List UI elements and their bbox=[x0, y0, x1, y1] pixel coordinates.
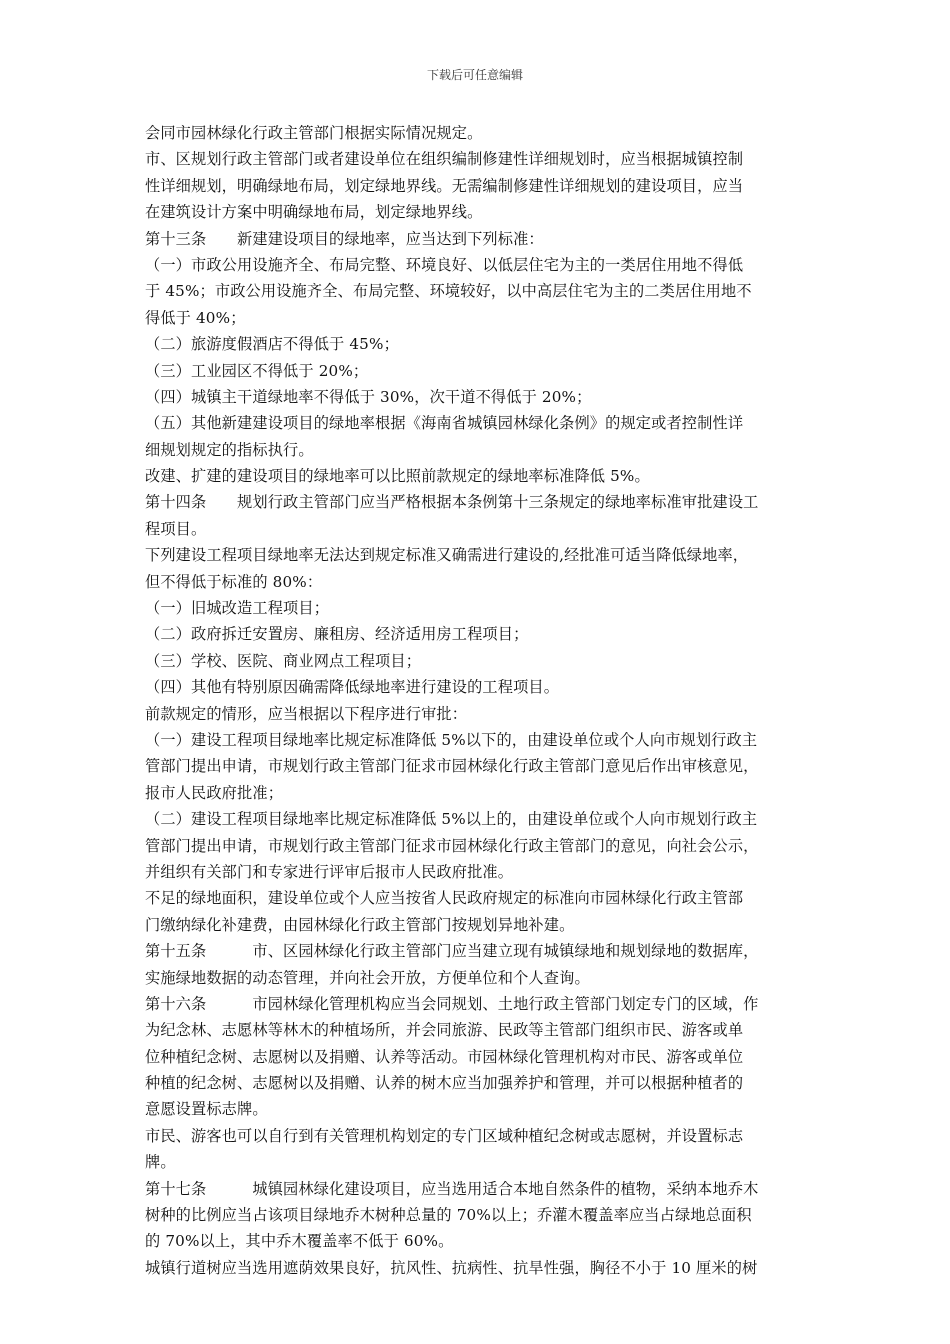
text-line: 种植的纪念树、志愿树以及捐赠、认养的树木应当加强养护和管理，并可以根据种植者的 bbox=[145, 1074, 744, 1093]
text-line: 并组织有关部门和专家进行评审后报市人民政府批准。 bbox=[145, 862, 514, 881]
text-line: （五）其他新建建设项目的绿地率根据《海南省城镇园林绿化条例》的规定或者控制性详 bbox=[145, 414, 744, 433]
text-line: 在建筑设计方案中明确绿地布局，划定绿地界线。 bbox=[145, 203, 483, 222]
text-line: （一）建设工程项目绿地率比规定标准降低 5%以下的，由建设单位或个人向市规划行政主 bbox=[145, 730, 758, 749]
text-line: 于 45%；市政公用设施齐全、布局完整、环境较好，以中高层住宅为主的二类居住用地不 bbox=[145, 282, 752, 301]
text-line: 管部门提出申请，市规划行政主管部门征求市园林绿化行政主管部门意见后作出审核意见， bbox=[145, 757, 759, 776]
text-line: 性详细规划，明确绿地布局，划定绿地界线。无需编制修建性详细规划的建设项目，应当 bbox=[145, 176, 744, 195]
text-line: （四）其他有特别原因确需降低绿地率进行建设的工程项目。 bbox=[145, 678, 560, 697]
text-line: 实施绿地数据的动态管理，并向社会开放，方便单位和个人查询。 bbox=[145, 968, 590, 987]
text-line: （一）旧城改造工程项目； bbox=[145, 599, 330, 618]
text-line: 第十六条 市园林绿化管理机构应当会同规划、土地行政主管部门划定专门的区域，作 bbox=[145, 994, 759, 1013]
text-line: （三）学校、医院、商业网点工程项目； bbox=[145, 651, 422, 670]
text-line: 会同市园林绿化行政主管部门根据实际情况规定。 bbox=[145, 124, 483, 142]
text-line: 报市人民政府批准； bbox=[145, 783, 284, 802]
text-line: 城镇行道树应当选用遮荫效果良好，抗风性、抗病性、抗旱性强，胸径不小于 10 厘米的树 bbox=[145, 1258, 758, 1277]
text-line: 门缴纳绿化补建费，由园林绿化行政主管部门按规划异地补建。 bbox=[145, 915, 575, 934]
text-line: 程项目。 bbox=[145, 519, 207, 538]
text-line: 位种植纪念树、志愿树以及捐赠、认养等活动。市园林绿化管理机构对市民、游客或单位 bbox=[145, 1047, 744, 1066]
text-line: 第十三条 新建建设项目的绿地率，应当达到下列标准： bbox=[145, 229, 544, 248]
text-line: 为纪念林、志愿林等林木的种植场所，并会同旅游、民政等主管部门组织市民、游客或单 bbox=[145, 1021, 744, 1040]
text-line: 市、区规划行政主管部门或者建设单位在组织编制修建性详细规划时，应当根据城镇控制 bbox=[145, 150, 744, 169]
text-line: 第十四条 规划行政主管部门应当严格根据本条例第十三条规定的绿地率标准审批建设工 bbox=[145, 493, 759, 512]
text-line: 前款规定的情形，应当根据以下程序进行审批： bbox=[145, 704, 468, 723]
text-line: 管部门提出申请，市规划行政主管部门征求市园林绿化行政主管部门的意见，向社会公示， bbox=[145, 836, 759, 855]
document-body bbox=[145, 120, 805, 1281]
text-line: （二）建设工程项目绿地率比规定标准降低 5%以上的，由建设单位或个人向市规划行政主 bbox=[145, 810, 758, 829]
text-line: （三）工业园区不得低于 20%； bbox=[145, 361, 369, 380]
text-line: 改建、扩建的建设项目的绿地率可以比照前款规定的绿地率标准降低 5%。 bbox=[145, 467, 650, 486]
text-line: （二）政府拆迁安置房、廉租房、经济适用房工程项目； bbox=[145, 625, 529, 644]
text-line: 树种的比例应当占该项目绿地乔木树种总量的 70%以上；乔灌木覆盖率应当占绿地总面积 bbox=[145, 1206, 752, 1225]
page-header: 下载后可任意编辑 bbox=[426, 68, 523, 82]
text-line: （二）旅游度假酒店不得低于 45%； bbox=[145, 335, 399, 354]
text-line: 市民、游客也可以自行到有关管理机构划定的专门区域种植纪念树或志愿树，并设置标志 bbox=[145, 1126, 744, 1145]
text-line: 的 70%以上，其中乔木覆盖率不低于 60%。 bbox=[145, 1232, 454, 1251]
text-line: 下列建设工程项目绿地率无法达到规定标准又确需进行建设的,经批准可适当降低绿地率， bbox=[145, 546, 749, 565]
text-line: 得低于 40%； bbox=[145, 308, 246, 327]
text-line: 但不得低于标准的 80%： bbox=[145, 572, 323, 591]
text-line: 意愿设置标志牌。 bbox=[145, 1100, 268, 1119]
text-line: 细规划规定的指标执行。 bbox=[145, 440, 314, 459]
text-line: 不足的绿地面积，建设单位或个人应当按省人民政府规定的标准向市园林绿化行政主管部 bbox=[145, 889, 744, 908]
text-line: （一）市政公用设施齐全、布局完整、环境良好、以低层住宅为主的一类居住用地不得低 bbox=[145, 255, 744, 274]
text-line: （四）城镇主干道绿地率不得低于 30%，次干道不得低于 20%； bbox=[145, 387, 592, 406]
text-line: 第十五条 市、区园林绿化行政主管部门应当建立现有城镇绿地和规划绿地的数据库， bbox=[145, 942, 759, 961]
text-line: 牌。 bbox=[145, 1153, 176, 1172]
text-line: 第十七条 城镇园林绿化建设项目，应当选用适合本地自然条件的植物，采纳本地乔木 bbox=[145, 1179, 759, 1198]
